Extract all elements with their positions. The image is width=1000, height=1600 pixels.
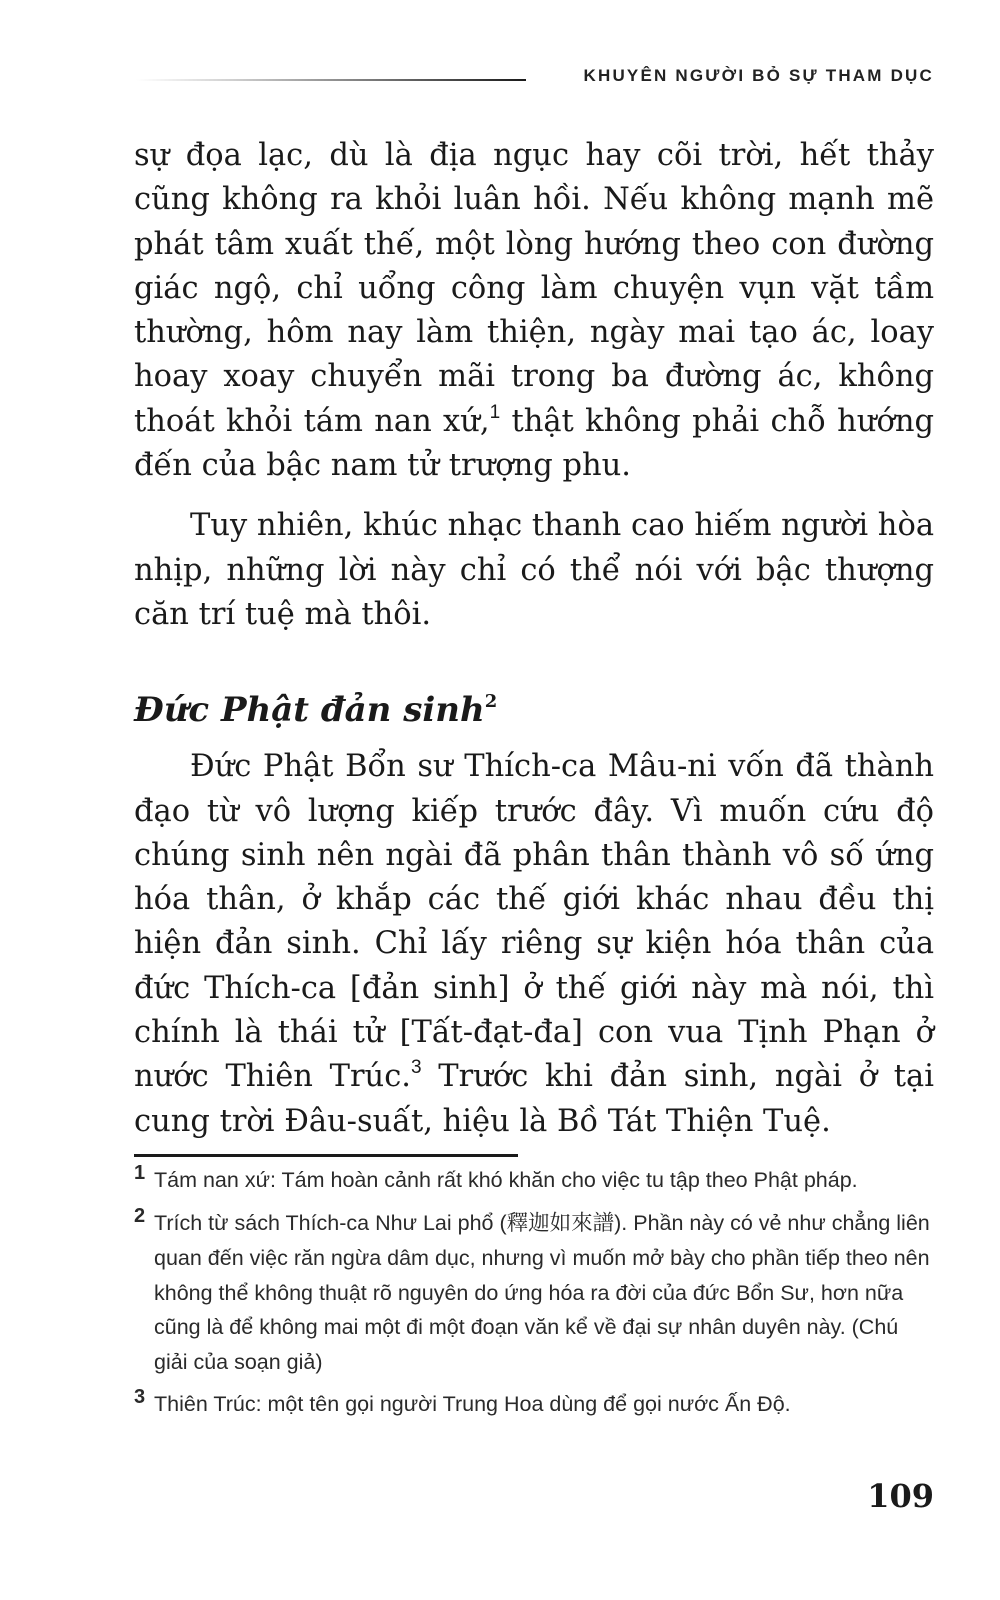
footnotes [134, 1163, 934, 1430]
section-title-text: Đức Phật đản sinh [134, 690, 485, 731]
footnote-number: 3 [134, 1386, 146, 1408]
paragraph-continued [134, 134, 934, 488]
paragraph-3-text-a: Đức Phật Bổn sư Thích-ca Mâu-ni vốn đã thành đạo từ vô lượng kiếp trước đây. Vì muốn cứu độ chúng sinh nên ngài đã phân thân thành vô số ứng hóa thân, ở khắp các thế giới khác nhau đều thị hiện đản sinh. Chỉ lấy riêng sự kiện hóa thân của đức Thích-ca [đản sinh] ở thế giới này mà nói, thì chính là thái tử [Tất-đạt-đa] con vua Tịnh Phạn ở nước Thiên Trúc. [134, 749, 934, 1095]
footnote-text: Thiên Trúc: một tên gọi người Trung Hoa dùng để gọi nước Ấn Độ. [154, 1392, 791, 1416]
paragraph-1-text-a: sự đọa lạc, dù là địa ngục hay cõi trời, hết thảy cũng không ra khỏi luân hồi. Nếu không mạnh mẽ phát tâm xuất thế, một lòng hướng theo con đường giác ngộ, chỉ uổng công làm chuyện vụn vặt tầm thường, hôm nay làm thiện, ngày mai tạo ác, loay hoay xoay chuyển mãi trong ba đường ác, không thoát khỏi tám nan xứ, [134, 138, 934, 439]
paragraph-3-text-b: Trước khi đản sinh, ngài ở tại cung trời Đâu-suất, hiệu là Bồ Tát Thiện Tuệ. [134, 1059, 934, 1139]
page-number: 109 [867, 1477, 934, 1515]
footnote-2-text-b: ). Phần này có vẻ như chẳng liên quan đến việc răn ngừa dâm dục, nhưng vì muốn mở bày cho phần tiếp theo nên không thể không thuật rõ nguyên do ứng hóa ra đời của đức Bổn Sư, hơn nữa cũng là để không mai một đi một đoạn văn kể về đại sự nhân duyên này. (Chú giải của soạn giả) [154, 1210, 930, 1374]
footnote-1 [134, 1163, 934, 1198]
paragraph-1-text-b: thật không phải chỗ hướng đến của bậc nam tử trượng phu. [134, 403, 934, 484]
footnote-ref-1: 1 [489, 401, 501, 423]
paragraph-2: Tuy nhiên, khúc nhạc thanh cao hiếm người hòa nhịp, những lời này chỉ có thể nói với bậc thượng căn trí tuệ mà thôi. [134, 508, 934, 632]
footnote-separator [134, 1154, 518, 1157]
footnote-ref-2: 2 [484, 691, 498, 713]
running-title: KHUYÊN NGƯỜI BỎ SỰ THAM DỤC [583, 66, 934, 85]
footnote-text: Tám nan xứ: Tám hoàn cảnh rất khó khăn cho việc tu tập theo Phật pháp. [154, 1168, 858, 1192]
section-heading [134, 685, 934, 735]
running-header [136, 56, 934, 96]
footnote-2-chinese-title: 釋迦如來譜 [506, 1210, 615, 1236]
footnote-2-text-a: Trích từ sách Thích-ca Như Lai phổ ( [154, 1210, 507, 1235]
footnote-ref-3: 3 [410, 1057, 422, 1079]
footnote-number: 1 [134, 1162, 146, 1184]
paragraph-3 [134, 745, 934, 1144]
footnote-3 [134, 1387, 934, 1422]
header-rule [136, 79, 526, 81]
footnote-text [152, 1206, 934, 1380]
main-text [134, 134, 934, 1144]
footnote-number: 2 [134, 1204, 146, 1227]
footnote-2 [134, 1206, 934, 1380]
